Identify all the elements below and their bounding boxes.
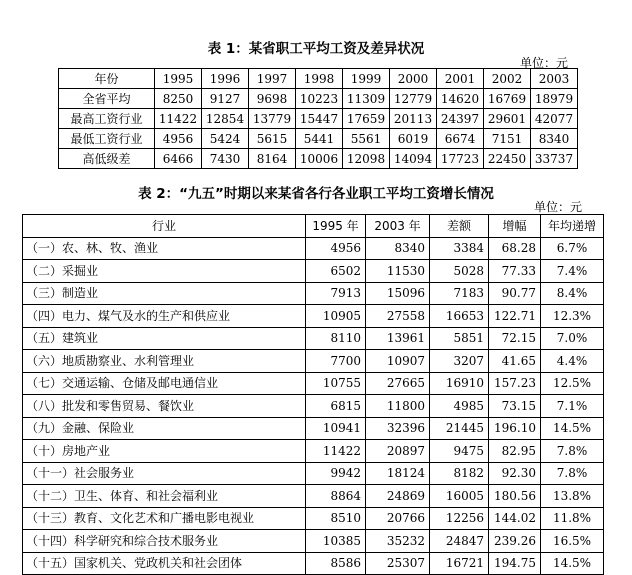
- table2-row: [23, 507, 604, 530]
- table2-column-header: 差额: [430, 215, 489, 238]
- table1-cell: 12854: [202, 109, 249, 129]
- table2-title: 表 2：“九五”时期以来某省各行各业职工平均工资增长情况: [138, 186, 494, 202]
- table2-cell: 4956: [306, 237, 366, 260]
- table2-cell: 27665: [366, 372, 430, 395]
- table2-row: [23, 395, 604, 418]
- table1-cell: 42077: [531, 109, 578, 129]
- table2-cell: 180.56: [489, 485, 541, 508]
- table2-cell: 12256: [430, 507, 489, 530]
- table1-cell: 8250: [155, 89, 202, 109]
- table1-cell: 5424: [202, 129, 249, 149]
- table1-cell: 11309: [343, 89, 390, 109]
- table2-annual-cell: 7.8%: [541, 440, 604, 463]
- table2-row: [23, 462, 604, 485]
- table1-cell: 14094: [390, 149, 437, 169]
- table2-cell: 16721: [430, 552, 489, 575]
- table2-row: [23, 260, 604, 283]
- table1-year-header: 2002: [484, 69, 531, 89]
- table2-annual-cell: 7.4%: [541, 260, 604, 283]
- table2-row: [23, 282, 604, 305]
- table1-cell: 11422: [155, 109, 202, 129]
- table2-industry-cell: （十五）国家机关、党政机关和社会团体: [23, 552, 306, 575]
- table2-annual-cell: 11.8%: [541, 507, 604, 530]
- table2-cell: 5851: [430, 327, 489, 350]
- table1-cell: 10006: [296, 149, 343, 169]
- table1-cell: 12779: [390, 89, 437, 109]
- table2-column-header: 行业: [23, 215, 306, 238]
- table1-year-header: 1996: [202, 69, 249, 89]
- table2-cell: 82.95: [489, 440, 541, 463]
- table2-industry-cell: （十）房地产业: [23, 440, 306, 463]
- table2-industry-cell: （五）建筑业: [23, 327, 306, 350]
- table2-cell: 21445: [430, 417, 489, 440]
- table2-cell: 10905: [306, 305, 366, 328]
- table1-row: [59, 89, 578, 109]
- table2-row: [23, 237, 604, 260]
- table1-row: [59, 109, 578, 129]
- table2-cell: 6815: [306, 395, 366, 418]
- table2-cell: 3384: [430, 237, 489, 260]
- table1-row-label: 高低级差: [59, 149, 155, 169]
- table2-annual-cell: 16.5%: [541, 530, 604, 553]
- table2-unit: 单位：元: [534, 200, 583, 214]
- table2-cell: 20897: [366, 440, 430, 463]
- table2-cell: 9475: [430, 440, 489, 463]
- table2-cell: 92.30: [489, 462, 541, 485]
- table2-cell: 16910: [430, 372, 489, 395]
- table1-year-header: 2001: [437, 69, 484, 89]
- table2-row: [23, 350, 604, 373]
- table1-cell: 29601: [484, 109, 531, 129]
- table2-cell: 10907: [366, 350, 430, 373]
- table2-cell: 8182: [430, 462, 489, 485]
- table2-cell: 20766: [366, 507, 430, 530]
- table2-row: [23, 372, 604, 395]
- table2-row: [23, 327, 604, 350]
- table1-row-label: 最低工资行业: [59, 129, 155, 149]
- table2-industry-cell: （三）制造业: [23, 282, 306, 305]
- table2-cell: 3207: [430, 350, 489, 373]
- table1-cell: 17659: [343, 109, 390, 129]
- table2-industry-cell: （二）采掘业: [23, 260, 306, 283]
- table2-annual-cell: 4.4%: [541, 350, 604, 373]
- table1-row: [59, 129, 578, 149]
- table1-cell: 6019: [390, 129, 437, 149]
- table2-cell: 239.26: [489, 530, 541, 553]
- table2-cell: 8864: [306, 485, 366, 508]
- table2-cell: 8110: [306, 327, 366, 350]
- table1-cell: 20113: [390, 109, 437, 129]
- table2-annual-cell: 7.1%: [541, 395, 604, 418]
- table2-cell: 72.15: [489, 327, 541, 350]
- table1-cell: 33737: [531, 149, 578, 169]
- table2-cell: 8586: [306, 552, 366, 575]
- table1-cell: 12098: [343, 149, 390, 169]
- table1-unit: 单位：元: [520, 56, 569, 70]
- table2-cell: 90.77: [489, 282, 541, 305]
- table2-annual-cell: 14.5%: [541, 417, 604, 440]
- table2-industry-cell: （六）地质勘察业、水利管理业: [23, 350, 306, 373]
- table1-cell: 17723: [437, 149, 484, 169]
- table2-industry-cell: （八）批发和零售贸易、餐饮业: [23, 395, 306, 418]
- table2-annual-cell: 14.5%: [541, 552, 604, 575]
- table2-cell: 11422: [306, 440, 366, 463]
- table1-cell: 18979: [531, 89, 578, 109]
- table2-industry-cell: （四）电力、煤气及水的生产和供应业: [23, 305, 306, 328]
- table2-cell: 7700: [306, 350, 366, 373]
- table2-annual-cell: 7.8%: [541, 462, 604, 485]
- table1-cell: 5441: [296, 129, 343, 149]
- table2-cell: 157.23: [489, 372, 541, 395]
- table2-cell: 15096: [366, 282, 430, 305]
- table1-year-header: 2003: [531, 69, 578, 89]
- table2-row: [23, 440, 604, 463]
- table2-annual-cell: 8.4%: [541, 282, 604, 305]
- table1-cell: 8340: [531, 129, 578, 149]
- table2-cell: 11800: [366, 395, 430, 418]
- table2-cell: 9942: [306, 462, 366, 485]
- table1-cell: 7151: [484, 129, 531, 149]
- table1-cell: 22450: [484, 149, 531, 169]
- table2-row: [23, 485, 604, 508]
- table2-column-header: 2003 年: [366, 215, 430, 238]
- table2-cell: 4985: [430, 395, 489, 418]
- table2-column-header: 1995 年: [306, 215, 366, 238]
- table2-industry-cell: （十四）科学研究和综合技术服务业: [23, 530, 306, 553]
- table2-industry-cell: （十二）卫生、体育、和社会福利业: [23, 485, 306, 508]
- table1-cell: 24397: [437, 109, 484, 129]
- table2-cell: 13961: [366, 327, 430, 350]
- table2-cell: 8340: [366, 237, 430, 260]
- table2-cell: 122.71: [489, 305, 541, 328]
- table2-cell: 24847: [430, 530, 489, 553]
- table2-cell: 27558: [366, 305, 430, 328]
- table1-row: [59, 149, 578, 169]
- table2-cell: 7913: [306, 282, 366, 305]
- table1-cell: 10223: [296, 89, 343, 109]
- table1-year-header: 1997: [249, 69, 296, 89]
- table1-cell: 5561: [343, 129, 390, 149]
- table2-industry-cell: （一）农、林、牧、渔业: [23, 237, 306, 260]
- table2-industry-cell: （七）交通运输、仓储及邮电通信业: [23, 372, 306, 395]
- table1-cell: 16769: [484, 89, 531, 109]
- table2-row: [23, 530, 604, 553]
- table2-column-header: 年均递增: [541, 215, 604, 238]
- table2-annual-cell: 12.5%: [541, 372, 604, 395]
- table1-cell: 9127: [202, 89, 249, 109]
- table2-column-header: 增幅: [489, 215, 541, 238]
- table1-cell: 5615: [249, 129, 296, 149]
- table2-cell: 10385: [306, 530, 366, 553]
- table2-cell: 16653: [430, 305, 489, 328]
- table2-cell: 8510: [306, 507, 366, 530]
- table1-cell: 6674: [437, 129, 484, 149]
- table2-cell: 68.28: [489, 237, 541, 260]
- table2-cell: 41.65: [489, 350, 541, 373]
- table2-cell: 32396: [366, 417, 430, 440]
- table2-cell: 194.75: [489, 552, 541, 575]
- table2-cell: 5028: [430, 260, 489, 283]
- table2-cell: 6502: [306, 260, 366, 283]
- table1-cell: 4956: [155, 129, 202, 149]
- table1-year-header: 1998: [296, 69, 343, 89]
- table2-cell: 25307: [366, 552, 430, 575]
- table2-cell: 144.02: [489, 507, 541, 530]
- table1-row-label: 最高工资行业: [59, 109, 155, 129]
- table1-cell: 9698: [249, 89, 296, 109]
- table1-row-label: 全省平均: [59, 89, 155, 109]
- table2-header-row: [23, 215, 604, 238]
- table2-annual-cell: 12.3%: [541, 305, 604, 328]
- table2-cell: 11530: [366, 260, 430, 283]
- table2-cell: 18124: [366, 462, 430, 485]
- table1: [58, 68, 578, 169]
- table2-cell: 77.33: [489, 260, 541, 283]
- table2-row: [23, 417, 604, 440]
- table2-cell: 10941: [306, 417, 366, 440]
- table1-header-row: [59, 69, 578, 89]
- table2-cell: 24869: [366, 485, 430, 508]
- table1-cell: 7430: [202, 149, 249, 169]
- table2-industry-cell: （九）金融、保险业: [23, 417, 306, 440]
- table1-year-header: 2000: [390, 69, 437, 89]
- table2-cell: 10755: [306, 372, 366, 395]
- table2-cell: 16005: [430, 485, 489, 508]
- table1-cell: 8164: [249, 149, 296, 169]
- table1-cell: 6466: [155, 149, 202, 169]
- table2-industry-cell: （十三）教育、文化艺术和广播电影电视业: [23, 507, 306, 530]
- table2: [22, 214, 604, 575]
- table2-cell: 7183: [430, 282, 489, 305]
- table2-industry-cell: （十一）社会服务业: [23, 462, 306, 485]
- table2-annual-cell: 13.8%: [541, 485, 604, 508]
- table2-row: [23, 305, 604, 328]
- table1-cell: 13779: [249, 109, 296, 129]
- table1-title: 表 1：某省职工平均工资及差异状况: [207, 41, 425, 57]
- table1-year-header: 1999: [343, 69, 390, 89]
- table2-annual-cell: 7.0%: [541, 327, 604, 350]
- table2-cell: 196.10: [489, 417, 541, 440]
- table1-cell: 15447: [296, 109, 343, 129]
- table2-row: [23, 552, 604, 575]
- table1-year-header: 1995: [155, 69, 202, 89]
- table2-annual-cell: 6.7%: [541, 237, 604, 260]
- table2-cell: 35232: [366, 530, 430, 553]
- table1-cell: 14620: [437, 89, 484, 109]
- table2-cell: 73.15: [489, 395, 541, 418]
- table1-header-label: 年份: [59, 69, 155, 89]
